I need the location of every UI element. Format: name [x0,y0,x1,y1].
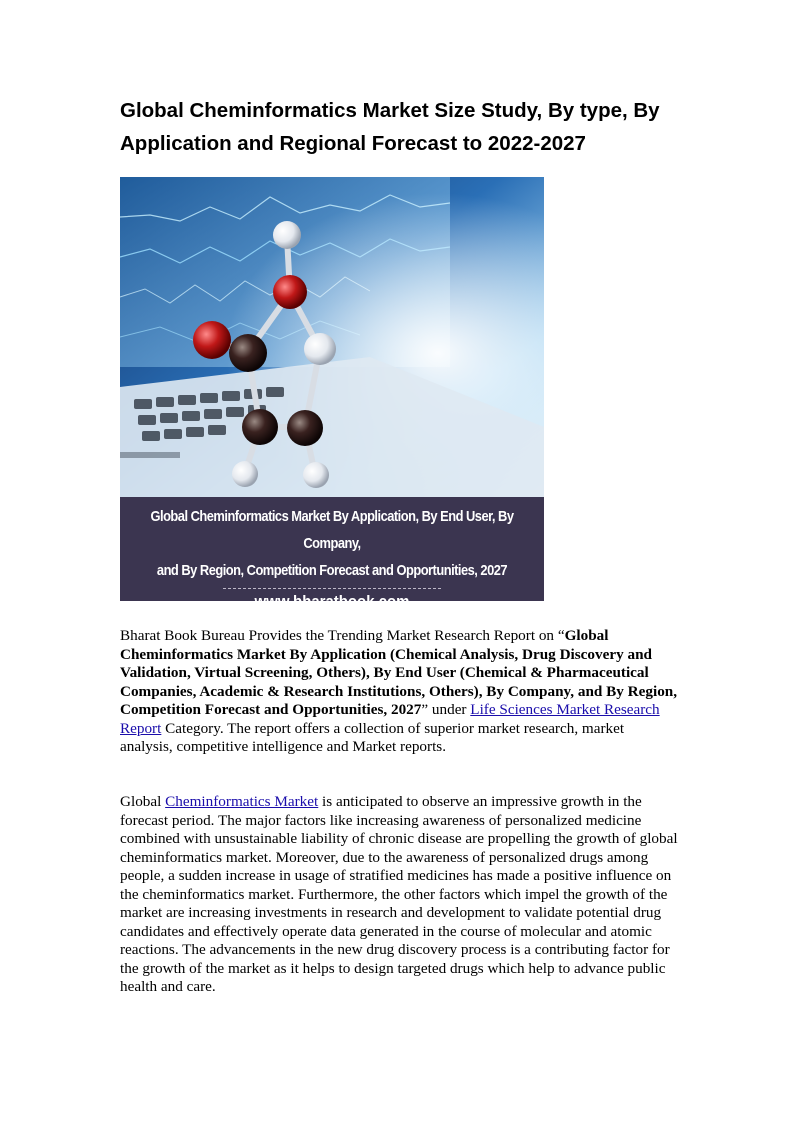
market-link[interactable]: Cheminformatics Market [165,793,319,810]
intro-text: Bharat Book Bureau Provides the Trending Market Research Report on “ [120,627,565,644]
molecule-laptop-illustration [120,177,544,497]
report-title: Global Cheminformatics Market By Application (Chemical Analysis, Drug Discovery and Validation, Virtual Screening, Others), By End User (Chemical & Pharmaceutical Companies, Academic & Research Institutions, Others), By Company, and By Region, Competition Forecast and Opportunities, 2027 [120,627,678,718]
banner-line-2: and By Region, Competition Forecast and Opportunities, 2027 [156,562,508,579]
banner-caption [121,497,542,584]
outro-text: Category. The report offers a collection of superior market research, market analysis, competitive intelligence and Market reports. [120,719,625,755]
after-title-text: ” under [421,701,471,718]
category-link[interactable]: Life Sciences Market Research Report [120,701,660,737]
intro-paragraph [120,627,680,757]
banner-divider [223,588,441,589]
banner-url: www.bharatbook.com [254,592,410,611]
market-paragraph [120,793,680,997]
page-title: Global Cheminformatics Market Size Study, By type, By Application and Regional Forecast to 2022-2027 [120,99,660,155]
lead-text: Global [120,793,166,810]
image-banner [120,497,544,611]
market-body-text: is anticipated to observe an impressive growth in the forecast period. The major factors like increasing awareness of personalized medicine combined with unsustainable liability of chronic disease are propelling the growth of global cheminformatics market. Moreover, due to the awareness of personalized drugs among people, a sudden increase in usage of stratified medicines has made a positive influence on the cheminformatics market. Furthermore, the other factors which impel the growth of the market are increasing investments in research and development to validate potential drug candidates and effectively operate data generated in the course of molecular and atomic reactions. The advancements in the new drug discovery process is a contributing factor for the growth of the market as it helps to design targeted drugs which help to advance public health and care. [120,793,678,995]
banner-line-1: Global Cheminformatics Market By Application, By End User, By Company, [150,508,514,552]
hero-image [120,177,544,611]
